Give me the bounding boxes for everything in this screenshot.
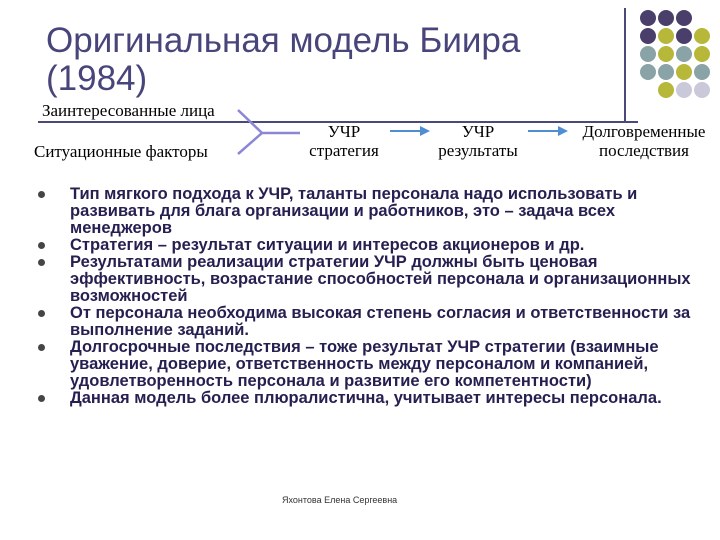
- diagram-node-long-term-consequences: Долговременные последствия: [582, 122, 706, 160]
- bullet-dot-icon: [38, 395, 45, 402]
- diagram-input-situational-factors: Ситуационные факторы: [34, 142, 208, 161]
- bullet-dot-icon: [38, 191, 45, 198]
- arrow-2-head: [558, 126, 568, 136]
- bullet-item: От персонала необходима высокая степень согласия и ответственности за выполнение заданий.: [36, 305, 706, 339]
- diagram-node-hrm-results: УЧР результаты: [438, 122, 518, 160]
- bullet-dot-icon: [38, 310, 45, 317]
- bullet-dot-icon: [38, 344, 45, 351]
- slide-footer-author: Яхонтова Елена Сергеевна: [282, 495, 398, 505]
- bullet-item: Долгосрочные последствия – тоже результат УЧР стратегии (взаимные уважение, доверие, ответственность между персоналом и компанией, удовлетворенность персонала и развитие его компетентности): [36, 339, 706, 390]
- bullet-dot-icon: [38, 259, 45, 266]
- bullet-list: [36, 186, 706, 407]
- bullet-item: Стратегия – результат ситуации и интересов акционеров и др.: [36, 237, 706, 254]
- diagram-connectors: [0, 0, 720, 200]
- bullet-dot-icon: [38, 242, 45, 249]
- bullet-item: Тип мягкого подхода к УЧР, таланты персонала надо использовать и развивать для блага организации и работников, это – задача всех менеджеров: [36, 186, 706, 237]
- bullet-item: Результатами реализации стратегии УЧР должны быть ценовая эффективность, возрастание способностей персонала и организационных возможностей: [36, 254, 706, 305]
- diagram-node-hrm-strategy: УЧР стратегия: [309, 122, 379, 160]
- diagram-input-stakeholders: Заинтересованные лица: [42, 101, 215, 120]
- merge-connector: [238, 110, 262, 154]
- bullet-item: Данная модель более плюралистична, учитывает интересы персонала.: [36, 390, 706, 407]
- slide-title: Оригинальная модель Биира (1984): [46, 21, 521, 98]
